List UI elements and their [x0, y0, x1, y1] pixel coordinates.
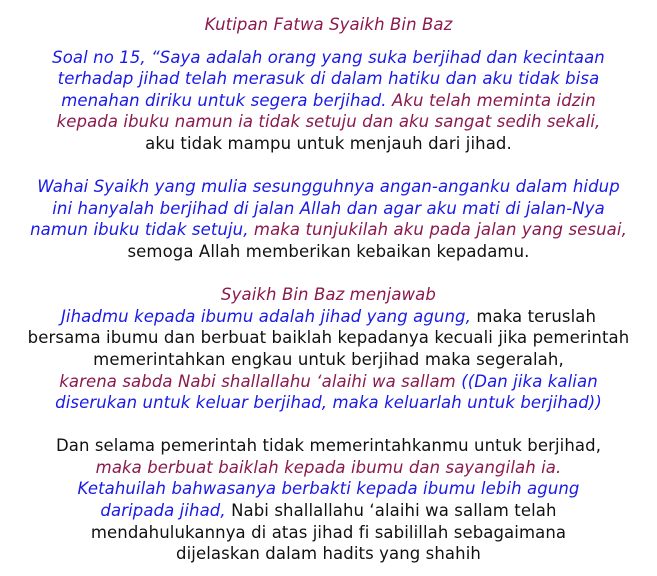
text-line	[0, 306, 657, 328]
text-line	[0, 371, 657, 393]
text-segment-blue: namun ibuku tidak setuju,	[30, 220, 254, 240]
paragraph-1	[0, 47, 657, 155]
text-segment-blue: Ketahuilah bahwasanya berbakti kepada ibumu lebih agung	[77, 479, 580, 499]
paragraph-2	[0, 176, 657, 262]
text-segment-black: semoga Allah memberikan kebaikan kepadamu.	[127, 241, 530, 261]
text-segment-black: maka teruslah	[476, 306, 597, 326]
text-line	[0, 111, 657, 133]
text-line	[0, 478, 657, 500]
text-segment-maroon: kepada ibuku namun ia tidak setuju dan aku sangat sedih sekali,	[56, 112, 601, 132]
text-segment-black: Nabi shallallahu ‘alaihi wa sallam telah	[231, 501, 557, 521]
text-segment-blue: Jihadmu kepada ibumu adalah jihad yang agung,	[60, 306, 477, 326]
text-segment-blue: menahan diriku untuk segera berjihad.	[61, 90, 392, 110]
text-segment-black: bersama ibumu dan berbuat baiklah kepadanya kecuali jika pemerintah	[27, 328, 630, 348]
text-line	[0, 457, 657, 479]
text-line	[0, 133, 657, 155]
text-line	[0, 543, 657, 565]
text-segment-blue: diserukan untuk keluar berjihad, maka keluarlah untuk berjihad))	[55, 393, 602, 413]
text-segment-black: Dan selama pemerintah tidak memerintahkanmu untuk berjihad,	[55, 436, 602, 456]
text-line	[0, 176, 657, 198]
text-segment-maroon: maka tunjukilah aku pada jalan yang sesuai,	[253, 220, 627, 240]
text-line	[0, 68, 657, 90]
text-segment-blue: Soal no 15, “Saya adalah orang yang suka berjihad dan kecintaan	[52, 47, 605, 67]
text-segment-black: memerintahkan engkau untuk berjihad maka segeralah,	[93, 349, 564, 369]
text-line	[0, 349, 657, 371]
text-line	[0, 219, 657, 241]
text-segment-maroon: Aku telah meminta idzin	[392, 90, 596, 110]
text-line	[0, 198, 657, 220]
text-segment-black: dijelaskan dalam hadits yang shahih	[176, 544, 481, 564]
text-segment-black: aku tidak mampu untuk menjauh dari jihad.	[145, 133, 512, 153]
text-line	[0, 284, 657, 306]
text-segment-black: mendahulukannya di atas jihad fi sabilillah sebagaimana	[90, 522, 567, 542]
text-line	[0, 522, 657, 544]
text-line	[0, 47, 657, 69]
document-body	[0, 47, 657, 565]
text-line	[0, 435, 657, 457]
paragraph-gap	[0, 414, 657, 436]
text-segment-blue: ini hanyalah berjihad di jalan Allah dan agar aku mati di jalan-Nya	[52, 198, 605, 218]
text-segment-maroon: karena sabda Nabi shallallahu ‘alaihi wa sallam	[59, 371, 462, 391]
text-segment-blue: daripada jihad,	[100, 501, 232, 521]
text-line	[0, 90, 657, 112]
text-segment-maroon: maka berbuat baiklah kepada ibumu dan sayangilah ia.	[95, 457, 562, 477]
paragraph-4	[0, 435, 657, 565]
paragraph-gap	[0, 263, 657, 285]
text-line	[0, 500, 657, 522]
text-segment-blue: ((Dan jika kalian	[461, 371, 598, 391]
text-segment-blue: Wahai Syaikh yang mulia sesungguhnya angan-anganku dalam hidup	[37, 177, 620, 197]
text-segment-blue: terhadap jihad telah merasuk di dalam hatiku dan aku tidak bisa	[57, 69, 600, 89]
text-segment-maroon: Syaikh Bin Baz menjawab	[221, 285, 436, 305]
paragraph-gap	[0, 155, 657, 177]
text-line	[0, 392, 657, 414]
text-line	[0, 241, 657, 263]
text-line	[0, 327, 657, 349]
paragraph-3	[0, 284, 657, 414]
document-title: Kutipan Fatwa Syaikh Bin Baz	[204, 15, 453, 34]
